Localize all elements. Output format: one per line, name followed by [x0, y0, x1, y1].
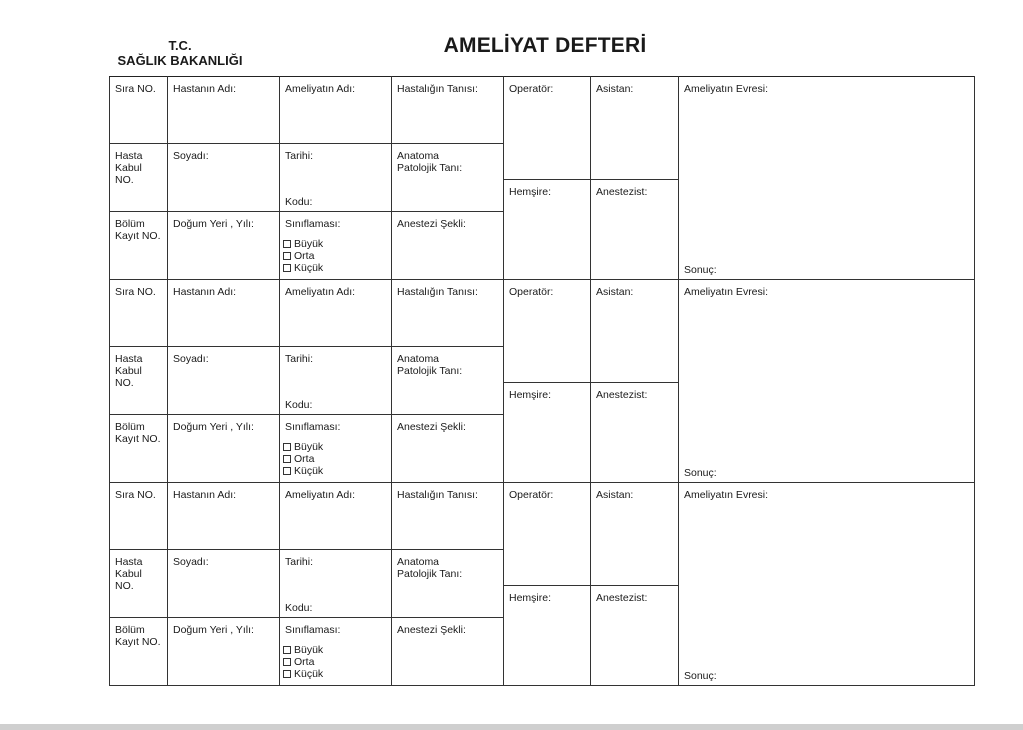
record-3-ameliyat-evresi-field[interactable] — [679, 483, 975, 686]
record-2-anestezist-label: Anestezist: — [596, 389, 648, 401]
record-3-siniflamasi-field — [280, 618, 392, 686]
record-3-anatomi-patoloji-field[interactable] — [392, 550, 504, 618]
record-3-asistan-label: Asistan: — [596, 489, 634, 501]
record-1-hasta-adi-label: Hastanın Adı: — [173, 83, 237, 95]
record-3-anatomi-patoloji-label: Anatoma Patolojik Tanı: — [397, 556, 463, 580]
record-2-asistan-field[interactable] — [591, 280, 679, 383]
record-3-classification-options — [280, 636, 391, 680]
record-3-kodu-label: Kodu: — [285, 602, 313, 614]
record-1-ameliyat-evresi-field[interactable] — [679, 77, 975, 280]
ministry-header — [110, 38, 250, 68]
record-3-sira-no-label: Sıra NO. — [115, 489, 156, 501]
record-1-kucuk-label: Küçük — [294, 262, 324, 274]
record-3-bolum-kayit-no-field[interactable] — [110, 618, 168, 686]
record-2-asistan-label: Asistan: — [596, 286, 634, 298]
record-2-buyuk-label: Büyük — [294, 441, 324, 453]
record-2-buyuk-checkbox[interactable] — [283, 443, 291, 451]
record-3-anestezist-label: Anestezist: — [596, 592, 648, 604]
record-1-hemsire-label: Hemşire: — [509, 186, 552, 198]
record-2-sira-no-label: Sıra NO. — [115, 286, 156, 298]
record-1-anatomi-patoloji-label: Anatoma Patolojik Tanı: — [397, 150, 463, 174]
records-body — [110, 77, 975, 686]
record-3-orta-checkbox[interactable] — [283, 658, 291, 666]
record-3-sonuc-label: Sonuç: — [684, 670, 717, 682]
record-1-ameliyat-adi-label: Ameliyatın Adı: — [285, 83, 356, 95]
record-2-hemsire-field[interactable] — [504, 383, 591, 483]
record-1-siniflamasi-field — [280, 212, 392, 280]
record-1-option-kucuk[interactable] — [283, 262, 391, 274]
record-3-buyuk-label: Büyük — [294, 644, 324, 656]
record-2-hastalik-tanisi-field[interactable] — [392, 280, 504, 347]
record-1-classification-options — [280, 230, 391, 274]
record-1-hastalik-tanisi-field[interactable] — [392, 77, 504, 144]
record-2-anestezi-sekli-field[interactable] — [392, 415, 504, 483]
record-2-orta-checkbox[interactable] — [283, 455, 291, 463]
record-2-soyadi-label: Soyadı: — [173, 353, 209, 365]
record-2-ameliyat-adi-label: Ameliyatın Adı: — [285, 286, 356, 298]
record-1-asistan-label: Asistan: — [596, 83, 634, 95]
record-1-tarihi-label: Tarihi: — [285, 150, 314, 162]
record-2-tarihi-label: Tarihi: — [285, 353, 314, 365]
record-1-option-orta[interactable] — [283, 250, 391, 262]
record-2-classification-options — [280, 433, 391, 477]
record-1-hasta-adi-field[interactable] — [168, 77, 280, 144]
record-3-ameliyat-adi-label: Ameliyatın Adı: — [285, 489, 356, 501]
record-3-operator-field[interactable] — [504, 483, 591, 586]
record-1-option-buyuk[interactable] — [283, 238, 391, 250]
record-1-sira-no-field[interactable] — [110, 77, 168, 144]
record-3-siniflamasi-label: Sınıflaması: — [285, 624, 341, 636]
record-3-ameliyat-evresi-label: Ameliyatın Evresi: — [684, 489, 769, 501]
record-2-siniflamasi-label: Sınıflaması: — [285, 421, 341, 433]
record-2-anestezi-sekli-label: Anestezi Şekli: — [397, 421, 466, 433]
record-3-operator-label: Operatör: — [509, 489, 554, 501]
page-bottom-edge — [0, 724, 1023, 730]
page-title: AMELİYAT DEFTERİ — [443, 34, 647, 57]
record-3-dogum-yeri-field[interactable] — [168, 618, 280, 686]
ministry-line-1: T.C. — [168, 38, 192, 53]
record-1-orta-checkbox[interactable] — [283, 252, 291, 260]
record-2-tarihi-field[interactable] — [280, 347, 392, 415]
record-3-tarihi-field[interactable] — [280, 550, 392, 618]
record-2-dogum-yeri-label: Doğum Yeri , Yılı: — [173, 421, 254, 433]
record-1-orta-label: Orta — [294, 250, 315, 262]
record-3-option-buyuk[interactable] — [283, 644, 391, 656]
record-1-bolum-kayit-no-field[interactable] — [110, 212, 168, 280]
record-3-hemsire-label: Hemşire: — [509, 592, 552, 604]
record-2-ameliyat-evresi-label: Ameliyatın Evresi: — [684, 286, 769, 298]
record-3-ameliyat-adi-field[interactable] — [280, 483, 392, 550]
record-2-bolum-kayit-no-field[interactable] — [110, 415, 168, 483]
record-2-ameliyat-evresi-field[interactable] — [679, 280, 975, 483]
record-3-option-kucuk[interactable] — [283, 668, 391, 680]
record-2-hastalik-tanisi-label: Hastalığın Tanısı: — [397, 286, 478, 298]
record-3-anestezi-sekli-label: Anestezi Şekli: — [397, 624, 466, 636]
record-2-hasta-adi-field[interactable] — [168, 280, 280, 347]
record-3-anestezi-sekli-field[interactable] — [392, 618, 504, 686]
record-2-ameliyat-adi-field[interactable] — [280, 280, 392, 347]
record-3-hasta-adi-label: Hastanın Adı: — [173, 489, 237, 501]
record-1-anestezist-label: Anestezist: — [596, 186, 648, 198]
record-1-asistan-field[interactable] — [591, 77, 679, 180]
record-3-option-orta[interactable] — [283, 656, 391, 668]
record-2-anestezist-field[interactable] — [591, 383, 679, 483]
record-1-sonuc-label: Sonuç: — [684, 264, 717, 276]
record-1-hemsire-field[interactable] — [504, 180, 591, 280]
record-2-option-orta[interactable] — [283, 453, 391, 465]
record-3-hasta-adi-field[interactable] — [168, 483, 280, 550]
record-3-tarihi-label: Tarihi: — [285, 556, 314, 568]
record-1-tarihi-field[interactable] — [280, 144, 392, 212]
record-1-kodu-label: Kodu: — [285, 196, 313, 208]
record-3-hemsire-field[interactable] — [504, 586, 591, 686]
record-3-hastalik-tanisi-label: Hastalığın Tanısı: — [397, 489, 478, 501]
record-2-hemsire-label: Hemşire: — [509, 389, 552, 401]
record-2-hasta-kabul-no-field[interactable] — [110, 347, 168, 415]
record-2-kodu-label: Kodu: — [285, 399, 313, 411]
record-2-siniflamasi-field — [280, 415, 392, 483]
record-2-soyadi-field[interactable] — [168, 347, 280, 415]
record-2-option-kucuk[interactable] — [283, 465, 391, 477]
record-1-ameliyat-adi-field[interactable] — [280, 77, 392, 144]
record-2-anatomi-patoloji-label: Anatoma Patolojik Tanı: — [397, 353, 463, 377]
record-2-orta-label: Orta — [294, 453, 315, 465]
record-1-buyuk-checkbox[interactable] — [283, 240, 291, 248]
record-1-anestezi-sekli-field[interactable] — [392, 212, 504, 280]
record-3-kucuk-checkbox[interactable] — [283, 670, 291, 678]
record-3-soyadi-label: Soyadı: — [173, 556, 209, 568]
record-1-row-1 — [110, 77, 975, 144]
record-3-sira-no-field[interactable] — [110, 483, 168, 550]
record-3-soyadi-field[interactable] — [168, 550, 280, 618]
record-1-anestezi-sekli-label: Anestezi Şekli: — [397, 218, 466, 230]
record-3-dogum-yeri-label: Doğum Yeri , Yılı: — [173, 624, 254, 636]
record-1-soyadi-field[interactable] — [168, 144, 280, 212]
record-2-dogum-yeri-field[interactable] — [168, 415, 280, 483]
record-1-sira-no-label: Sıra NO. — [115, 83, 156, 95]
record-3-kucuk-label: Küçük — [294, 668, 324, 680]
record-2-hasta-adi-label: Hastanın Adı: — [173, 286, 237, 298]
record-3-orta-label: Orta — [294, 656, 315, 668]
record-1-hastalik-tanisi-label: Hastalığın Tanısı: — [397, 83, 478, 95]
record-1-operator-field[interactable] — [504, 77, 591, 180]
record-2-row-1 — [110, 280, 975, 347]
record-2-hasta-kabul-no-label: Hasta Kabul NO. — [115, 353, 143, 389]
record-1-soyadi-label: Soyadı: — [173, 150, 209, 162]
record-1-hasta-kabul-no-field[interactable] — [110, 144, 168, 212]
record-1-buyuk-label: Büyük — [294, 238, 324, 250]
record-3-hastalik-tanisi-field[interactable] — [392, 483, 504, 550]
record-3-asistan-field[interactable] — [591, 483, 679, 586]
record-3-bolum-kayit-no-label: Bölüm Kayıt NO. — [115, 624, 161, 648]
record-1-anatomi-patoloji-field[interactable] — [392, 144, 504, 212]
record-1-hasta-kabul-no-label: Hasta Kabul NO. — [115, 150, 143, 186]
record-1-dogum-yeri-label: Doğum Yeri , Yılı: — [173, 218, 254, 230]
record-2-operator-field[interactable] — [504, 280, 591, 383]
record-1-kucuk-checkbox[interactable] — [283, 264, 291, 272]
record-2-sira-no-field[interactable] — [110, 280, 168, 347]
record-3-hasta-kabul-no-label: Hasta Kabul NO. — [115, 556, 143, 592]
record-2-operator-label: Operatör: — [509, 286, 554, 298]
record-1-siniflamasi-label: Sınıflaması: — [285, 218, 341, 230]
ministry-line-2: SAĞLIK BAKANLIĞI — [117, 53, 243, 68]
record-3-buyuk-checkbox[interactable] — [283, 646, 291, 654]
surgery-log-table — [109, 76, 975, 686]
record-1-dogum-yeri-field[interactable] — [168, 212, 280, 280]
record-2-kucuk-label: Küçük — [294, 465, 324, 477]
record-3-hasta-kabul-no-field[interactable] — [110, 550, 168, 618]
record-3-row-1 — [110, 483, 975, 550]
record-1-ameliyat-evresi-label: Ameliyatın Evresi: — [684, 83, 769, 95]
record-2-option-buyuk[interactable] — [283, 441, 391, 453]
record-3-anestezist-field[interactable] — [591, 586, 679, 686]
record-2-bolum-kayit-no-label: Bölüm Kayıt NO. — [115, 421, 161, 445]
record-2-kucuk-checkbox[interactable] — [283, 467, 291, 475]
record-2-sonuc-label: Sonuç: — [684, 467, 717, 479]
record-1-operator-label: Operatör: — [509, 83, 554, 95]
record-1-bolum-kayit-no-label: Bölüm Kayıt NO. — [115, 218, 161, 242]
record-1-anestezist-field[interactable] — [591, 180, 679, 280]
record-2-anatomi-patoloji-field[interactable] — [392, 347, 504, 415]
